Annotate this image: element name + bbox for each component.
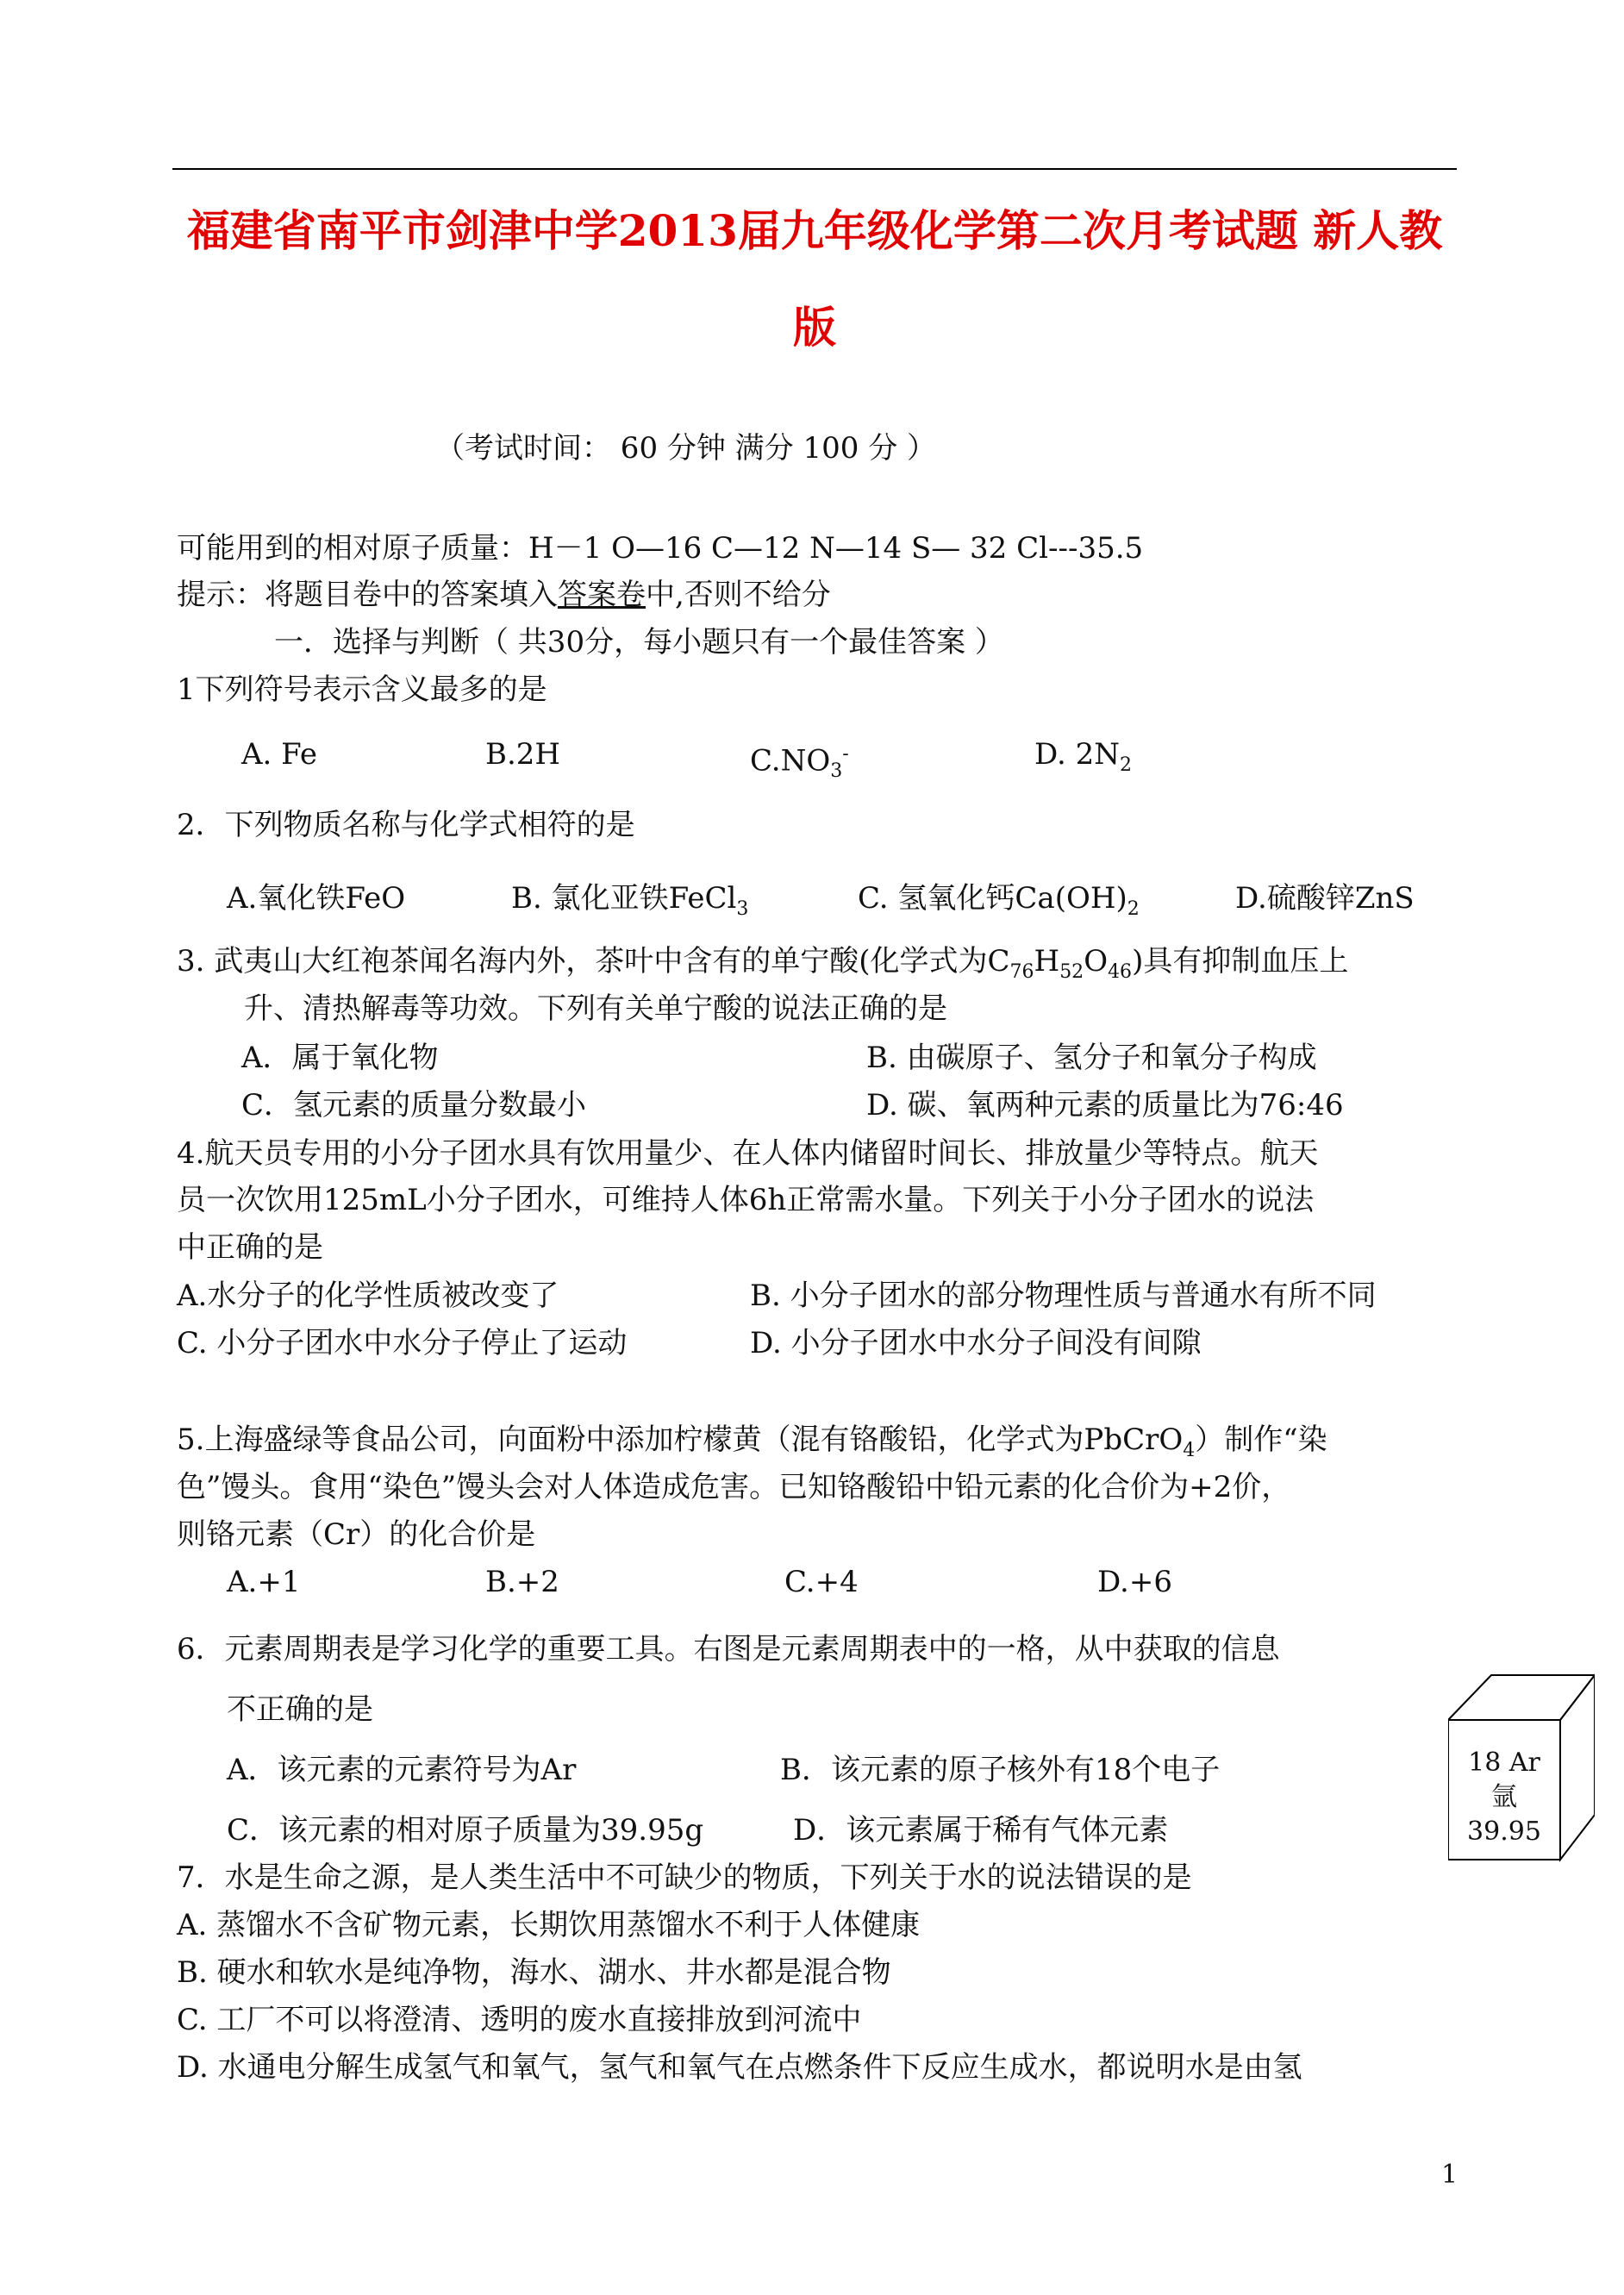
hint-prefix: 提示：将题目卷中的答案填入 xyxy=(177,578,558,612)
q1-option-c-sup: - xyxy=(842,743,849,765)
q1-option-a: A. Fe xyxy=(241,737,318,772)
q2-option-a: A.氧化铁FeO xyxy=(227,881,406,916)
q7-option-b: B. 硬水和软水是纯净物，海水、湖水、井水都是混合物 xyxy=(177,1955,891,1990)
q3-option-d: D. 碳、氧两种元素的质量比为76:46 xyxy=(866,1088,1344,1122)
q3-option-b: B. 由碳原子、氢分子和氧分子构成 xyxy=(866,1041,1317,1075)
q5-line-1-sub: 4 xyxy=(1183,1439,1196,1461)
q4-option-a: A.水分子的化学性质被改变了 xyxy=(177,1279,559,1313)
q1-option-d-text: D. 2N xyxy=(1034,737,1121,772)
element-cell-text xyxy=(1448,1746,1560,1849)
q6-option-a: A．该元素的元素符号为Ar xyxy=(227,1753,577,1787)
q1-stem: 1下列符号表示含义最多的是 xyxy=(177,672,547,707)
atomic-masses: 可能用到的相对原子质量：H－1 O—16 C—12 N—14 S— 32 Cl---35.5 xyxy=(177,531,1144,566)
q2-stem: 2．下列物质名称与化学式相符的是 xyxy=(177,808,635,842)
q6-option-d: D．该元素属于稀有气体元素 xyxy=(793,1813,1169,1848)
q4-line-3: 中正确的是 xyxy=(177,1230,323,1265)
title-line-1: 福建省南平市剑津中学2013届九年级化学第二次月考试题 新人教 xyxy=(186,205,1443,256)
q3-stem-part-2: H xyxy=(1034,944,1060,979)
q5-option-b: B.+2 xyxy=(485,1565,559,1599)
q1-option-c xyxy=(750,737,849,789)
q7-stem: 7．水是生命之源，是人类生活中不可缺少的物质，下列关于水的说法错误的是 xyxy=(177,1860,1192,1895)
q2-option-b-sub: 3 xyxy=(736,897,749,920)
q2-option-c-text: C. 氢氧化钙Ca(OH) xyxy=(858,881,1127,916)
q3-sub-2: 52 xyxy=(1059,960,1084,983)
q5-option-c: C.+4 xyxy=(784,1565,859,1599)
q3-stem-part-1: 3. 武夷山大红袍茶闻名海内外，茶叶中含有的单宁酸(化学式为C xyxy=(177,944,1010,979)
q2-option-c xyxy=(858,881,1140,927)
q5-line-1-part-1: 5.上海盛绿等食品公司，向面粉中添加柠檬黄（混有铬酸铅，化学式为PbCrO xyxy=(177,1423,1184,1457)
q3-sub-3: 46 xyxy=(1108,960,1133,983)
q3-option-c: C．氢元素的质量分数最小 xyxy=(241,1088,587,1122)
q4-option-c: C. 小分子团水中水分子停止了运动 xyxy=(177,1326,628,1360)
q7-option-c: C. 工厂不可以将澄清、透明的废水直接排放到河流中 xyxy=(177,2003,862,2037)
title-line-2: 版 xyxy=(793,302,836,353)
q2-option-d: D.硫酸锌ZnS xyxy=(1235,881,1415,916)
q5-option-d: D.+6 xyxy=(1097,1565,1172,1599)
q6-option-c: C．该元素的相对原子质量为39.95g xyxy=(227,1813,704,1848)
q4-option-b: B. 小分子团水的部分物理性质与普通水有所不同 xyxy=(750,1279,1377,1313)
q5-line-2: 色”馒头。食用“染色”馒头会对人体造成危害。已知铬酸铅中铅元素的化合价为+2价， xyxy=(177,1470,1291,1504)
q7-option-d: D. 水通电分解生成氢气和氧气，氢气和氧气在点燃条件下反应生成水，都说明水是由氢 xyxy=(177,2050,1302,2085)
q5-option-a: A.+1 xyxy=(227,1565,301,1599)
header-rule xyxy=(172,168,1457,170)
hint-answer-sheet: 答案卷 xyxy=(558,578,646,612)
element-mass: 39.95 xyxy=(1467,1817,1541,1847)
q3-stem-line-1 xyxy=(177,944,1348,990)
q3-option-a: A．属于氧化物 xyxy=(241,1041,439,1075)
exam-info: （考试时间： 60 分钟 满分 100 分 ） xyxy=(435,431,937,466)
element-name: 氩 xyxy=(1491,1782,1517,1812)
q1-option-d xyxy=(1034,737,1132,783)
q3-stem-line-2: 升、清热解毒等功效。下列有关单宁酸的说法正确的是 xyxy=(244,991,947,1026)
q4-line-2: 员一次饮用125mL小分子团水，可维持人体6h正常需水量。下列关于小分子团水的说法 xyxy=(177,1183,1315,1217)
q1-option-c-text: C.NO xyxy=(750,743,831,779)
cube-top-face xyxy=(1448,1675,1595,1720)
q5-line-1-part-2: ）制作“染 xyxy=(1195,1423,1327,1457)
q5-line-1 xyxy=(177,1423,1327,1468)
q5-line-3: 则铬元素（Cr）的化合价是 xyxy=(177,1517,536,1552)
section-heading: 一．选择与判断（ 共30分，每小题只有一个最佳答案 ） xyxy=(274,625,1004,660)
q1-option-d-sub: 2 xyxy=(1120,754,1133,776)
element-number-symbol: 18 Ar xyxy=(1468,1748,1540,1778)
hint xyxy=(177,578,831,612)
q1-option-c-sub: 3 xyxy=(830,760,843,783)
q1-option-b: B.2H xyxy=(485,737,561,772)
q2-option-b xyxy=(511,881,748,927)
q4-option-d: D. 小分子团水中水分子间没有间隙 xyxy=(750,1326,1202,1360)
page-number: 1 xyxy=(1441,2160,1458,2190)
q2-option-b-text: B. 氯化亚铁FeCl xyxy=(511,881,737,916)
q3-sub-1: 76 xyxy=(1009,960,1034,983)
q6-line-1: 6．元素周期表是学习化学的重要工具。右图是元素周期表中的一格，从中获取的信息 xyxy=(177,1632,1280,1667)
q2-option-c-sub: 2 xyxy=(1127,897,1140,920)
q3-stem-part-3: O xyxy=(1084,944,1109,979)
hint-suffix: 中,否则不给分 xyxy=(646,578,831,612)
cube-side-face xyxy=(1560,1675,1595,1860)
q4-line-1: 4.航天员专用的小分子团水具有饮用量少、在人体内储留时间长、排放量少等特点。航天 xyxy=(177,1136,1319,1171)
q7-option-a: A. 蒸馏水不含矿物元素，长期饮用蒸馏水不利于人体健康 xyxy=(177,1908,921,1942)
q6-option-b: B．该元素的原子核外有18个电子 xyxy=(780,1753,1221,1787)
q3-stem-part-4: )具有抑制血压上 xyxy=(1132,944,1349,979)
q6-line-2: 不正确的是 xyxy=(227,1692,373,1727)
